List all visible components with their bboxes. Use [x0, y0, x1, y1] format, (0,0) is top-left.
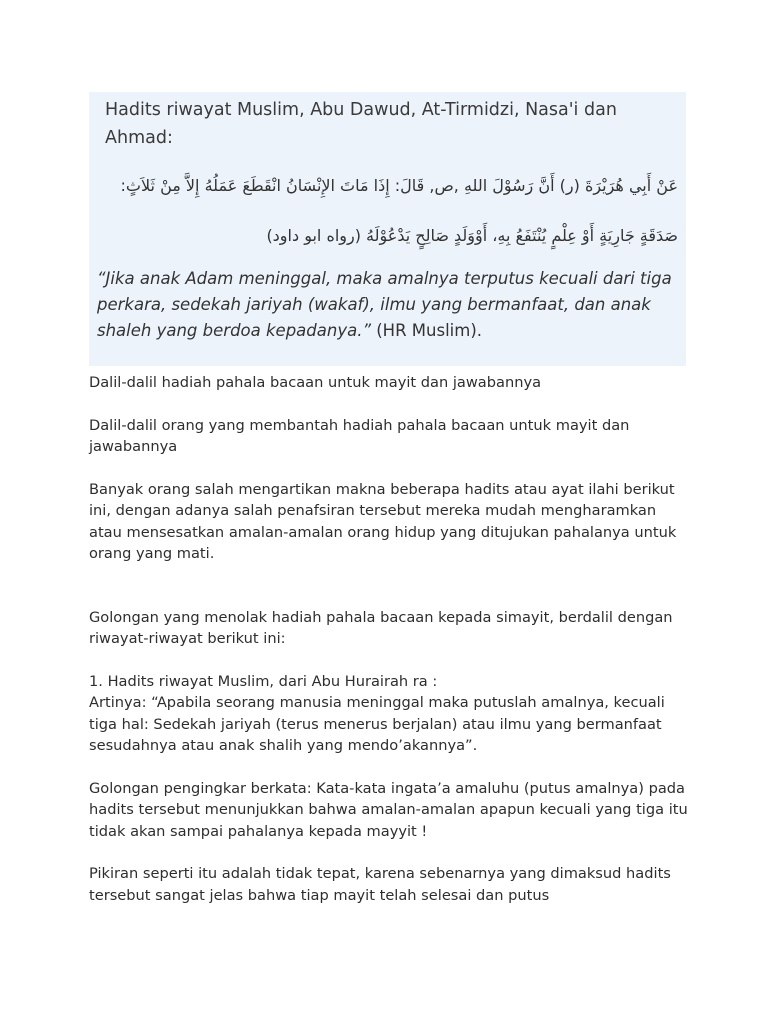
heading-dalil-hadiah: Dalil-dalil hadiah pahala bacaan untuk mayit dan jawabannya [89, 374, 542, 391]
arabic-text-line-1: عَنْ أَبِي هُرَيْرَةَ (ر) أَنَّ رَسُوْلَ اللهِ ,ص, قَالَ: إِذَا مَاتَ الإِنْسَانُ انْقَطَعَ عَمَلُهُ إِلاَّ مِنْ ثَلاَثٍ: [120, 176, 678, 195]
arabic-text-line-2: صَدَقَةٍ جَارِيَةٍ أَوْ عِلْمٍ يُنْتَفَعُ بِهِ، أَوْوَلَدٍ صَالِحٍ يَدْعُوْلَهُ (رواه ابو داود) [266, 226, 678, 245]
paragraph-golongan-menolak: Golongan yang menolak hadiah pahala bacaan kepada simayit, berdalil dengan riwayat-riwayat berikut ini: [89, 608, 673, 647]
paragraph-artinya: Artinya: “Apabila seorang manusia meninggal maka putuslah amalnya, kecuali tiga hal: Sedekah jariyah (terus menerus berjalan) atau ilmu yang bermanfaat sesudahnya atau anak shalih yang mendo’akannya”. [89, 694, 665, 754]
translation-source: (HR Muslim). [371, 321, 483, 340]
quote-title: Hadits riwayat Muslim, Abu Dawud, At-Tirmidzi, Nasa'i dan Ahmad: [105, 100, 617, 148]
article-body [89, 372, 689, 906]
list-item-hadits-1: 1. Hadits riwayat Muslim, dari Abu Hurairah ra : [89, 672, 438, 690]
translation-text: “Jika anak Adam meninggal, maka amalnya terputus kecuali dari tiga perkara, sedekah jariyah (wakaf), ilmu yang bermanfaat, dan anak shaleh yang berdoa kepadanya.” [97, 269, 672, 340]
quote-translation [97, 266, 678, 344]
paragraph-pengingkar: Golongan pengingkar berkata: Kata-kata ingata’a amaluhu (putus amalnya) pada hadits tersebut menunjukkan bahwa amalan-amalan apapun kecuali yang tiga itu tidak akan sampai pahalanya kepada mayyit ! [89, 779, 688, 840]
hadith-quote-image [89, 92, 686, 366]
heading-dalil-membantah: Dalil-dalil orang yang membantah hadiah pahala bacaan untuk mayit dan jawabannya [89, 416, 630, 455]
paragraph-intro: Banyak orang salah mengartikan makna beberapa hadits atau ayat ilahi berikut ini, dengan adanya salah penafsiran tersebut mereka mudah mengharamkan atau mensesatkan amalan-amalan orang hidup yang ditujukan pahalanya untuk orang yang mati. [89, 480, 677, 562]
paragraph-pikiran: Pikiran seperti itu adalah tidak tepat, karena sebenarnya yang dimaksud hadits tersebut sangat jelas bahwa tiap mayit telah selesai dan putus [89, 865, 671, 904]
